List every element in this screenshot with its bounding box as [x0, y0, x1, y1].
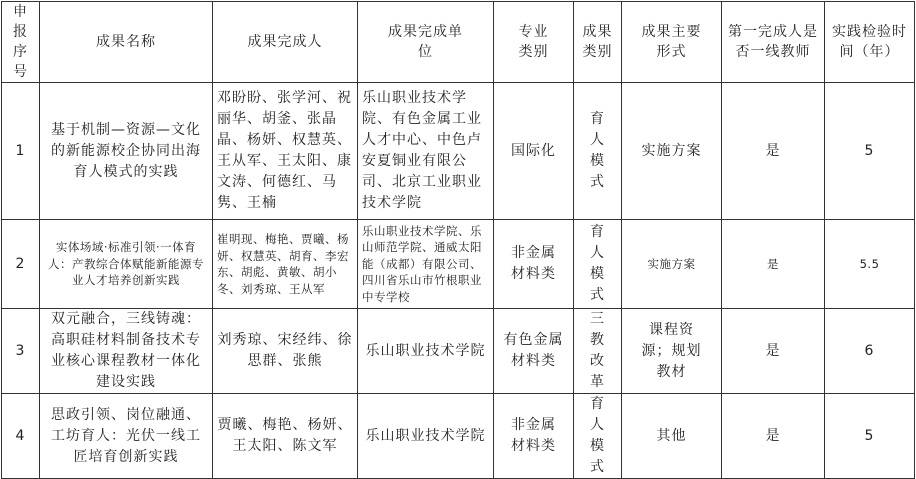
cell-major: 非金属材料类 [494, 220, 574, 309]
header-name: 成果名称 [40, 2, 213, 83]
cell-category: 育人模式 [574, 83, 622, 220]
achievement-table [1, 1, 915, 479]
header-form: 成果主要形式 [622, 2, 722, 83]
cell-form: 课程资源；规划教材 [622, 309, 722, 394]
header-years: 实践检验时间（年） [825, 2, 915, 83]
cell-years: 5 [825, 394, 915, 479]
header-teacher: 第一完成人是否一线教师 [722, 2, 825, 83]
cell-people: 贾曦、梅艳、杨妍、王太阳、陈文军 [213, 394, 358, 479]
cell-name: 基于机制—资源—文化的新能源校企协同出海育人模式的实践 [40, 83, 213, 220]
cell-teacher: 是 [722, 309, 825, 394]
table-row [2, 83, 915, 220]
cell-teacher: 是 [722, 83, 825, 220]
cell-name: 双元融合，三线铸魂：高职硅材料制备技术专业核心课程教材一体化建设实践 [40, 309, 213, 394]
cell-people: 崔明现、梅艳、贾曦、杨妍、权慧英、胡育、李宏东、胡彪、黄敏、胡小冬、刘秀琼、王从军 [213, 220, 358, 309]
cell-teacher: 是 [722, 220, 825, 309]
cell-form: 实施方案 [622, 220, 722, 309]
cell-no: 2 [2, 220, 40, 309]
cell-no: 4 [2, 394, 40, 479]
cell-people: 邓盼盼、张学河、祝丽华、胡釜、张晶晶、杨妍、权慧英、王从军、王太阳、康文涛、何德红、马隽、王楠 [213, 83, 358, 220]
cell-teacher: 是 [722, 394, 825, 479]
table-row [2, 394, 915, 479]
cell-form: 实施方案 [622, 83, 722, 220]
header-unit: 成果完成单位 [358, 2, 494, 83]
cell-unit: 乐山职业技术学院、有色金属工业人才中心、中色卢安夏铜业有限公司、北京工业职业技术学院 [358, 83, 494, 220]
cell-major: 国际化 [494, 83, 574, 220]
header-major: 专业类别 [494, 2, 574, 83]
cell-unit: 乐山职业技术学院、乐山师范学院、通威太阳能（成都）有限公司、四川省乐山市竹根职业中专学校 [358, 220, 494, 309]
cell-no: 1 [2, 83, 40, 220]
cell-unit: 乐山职业技术学院 [358, 309, 494, 394]
cell-name: 实体场域·标准引领·一体育人：产教综合体赋能新能源专业人才培养创新实践 [40, 220, 213, 309]
cell-major: 有色金属材料类 [494, 309, 574, 394]
cell-name: 思政引领、岗位融通、工坊育人：光伏一线工匠培育创新实践 [40, 394, 213, 479]
table-row [2, 309, 915, 394]
cell-category: 育人模式 [574, 394, 622, 479]
cell-category: 育人模式 [574, 220, 622, 309]
header-no: 申报序号 [2, 2, 40, 83]
table-row [2, 220, 915, 309]
header-people: 成果完成人 [213, 2, 358, 83]
cell-years: 6 [825, 309, 915, 394]
cell-years: 5 [825, 83, 915, 220]
cell-unit: 乐山职业技术学院 [358, 394, 494, 479]
cell-major: 非金属材料类 [494, 394, 574, 479]
cell-no: 3 [2, 309, 40, 394]
cell-category: 三教改革 [574, 309, 622, 394]
cell-form: 其他 [622, 394, 722, 479]
cell-people: 刘秀琼、宋经纬、徐思群、张熊 [213, 309, 358, 394]
header-row [2, 2, 915, 83]
cell-years: 5.5 [825, 220, 915, 309]
header-category: 成果类别 [574, 2, 622, 83]
